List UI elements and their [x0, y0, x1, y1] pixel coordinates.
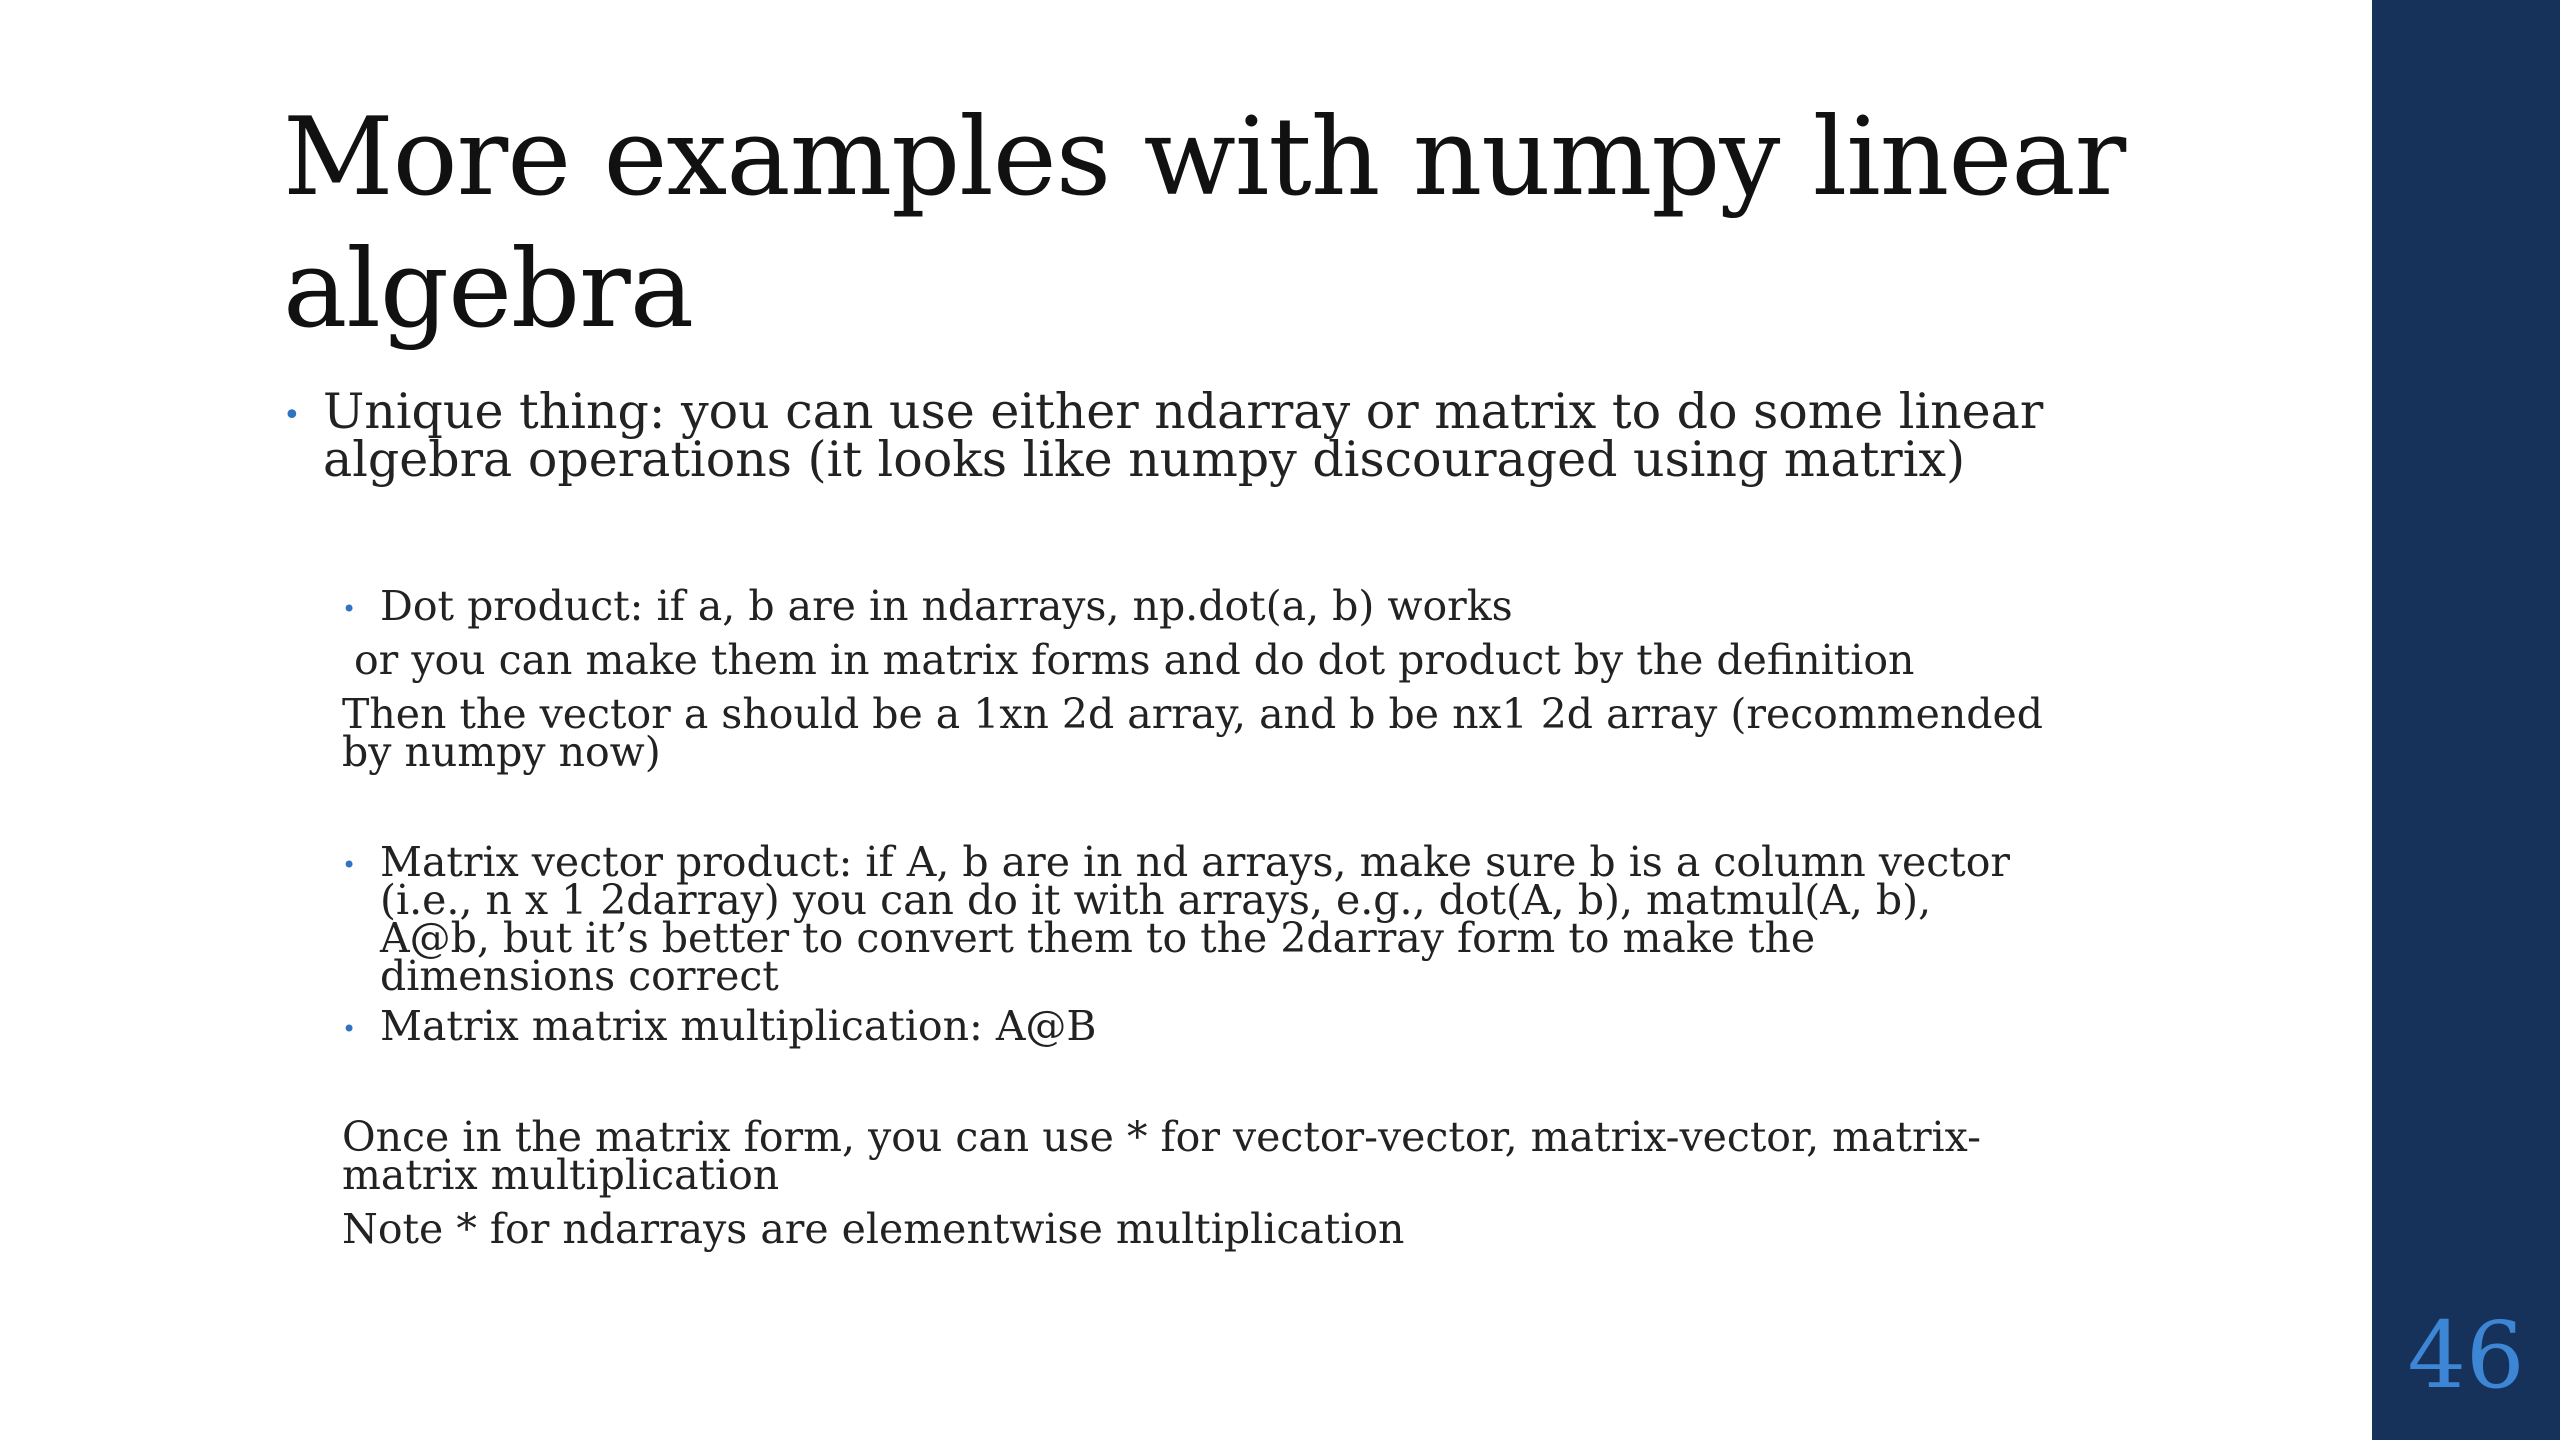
bullet-dot-icon: • — [342, 595, 357, 623]
dot-product-continuation: or you can make them in matrix forms and do dot product by the definition — [354, 636, 1915, 684]
bullet-matrix-matrix-multiplication: Matrix matrix multiplication: A@B — [380, 1002, 1097, 1050]
bullet-dot-product: Dot product: if a, b are in ndarrays, np.dot(a, b) works — [380, 582, 1513, 630]
bullet-matrix-vector-product: Matrix vector product: if A, b are in nd arrays, make sure b is a column vector (i.e., n x 1 2darray) you can do it with arrays, e.g., dot(A, b), matmul(A, b), A@b, but it’s better to convert them to the 2darray form to make the dimensions correct — [380, 838, 2010, 1000]
bullet-unique-thing: Unique thing: you can use either ndarray or matrix to do some linear algebra operations (it looks like numpy discouraged using matrix) — [323, 383, 2044, 488]
bullet-dot-icon: • — [283, 398, 301, 433]
page-number: 46 — [2407, 1302, 2525, 1409]
slide-title: More examples with numpy linear algebra — [283, 95, 2126, 352]
sidebar-accent-bar — [2372, 0, 2560, 1440]
matrix-form-note: Once in the matrix form, you can use * for vector-vector, matrix-vector, matrix-matrix multiplication — [342, 1113, 1981, 1199]
dot-product-note: Then the vector a should be a 1xn 2d array, and b be nx1 2d array (recommended by numpy now) — [342, 690, 2044, 776]
bullet-dot-icon: • — [342, 1015, 357, 1043]
ndarray-note: Note * for ndarrays are elementwise multiplication — [342, 1205, 1405, 1253]
bullet-dot-icon: • — [342, 851, 357, 879]
